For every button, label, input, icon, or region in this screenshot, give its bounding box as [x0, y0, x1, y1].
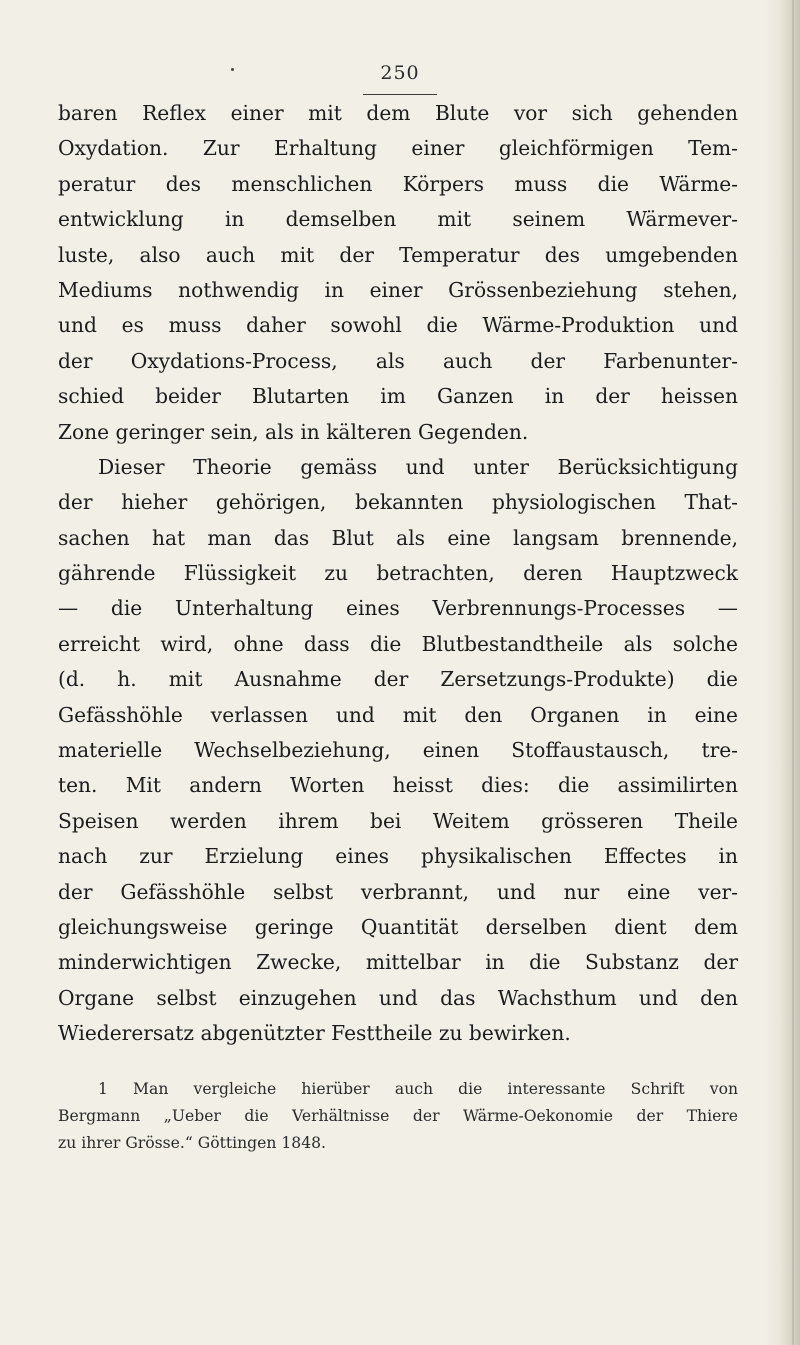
text-line: materielle Wechselbeziehung, einen Stoffaustausch, tre-	[58, 738, 738, 763]
text-line: ten. Mit andern Worten heisst dies: die assimilirten	[58, 773, 738, 798]
paragraph-end-line: Wiederersatz abgenützter Festtheile zu bewirken.	[58, 1021, 571, 1046]
footnote-line: 1 Man vergleiche hierüber auch die interessante Schrift von	[98, 1080, 738, 1098]
footnote-line: Bergmann „Ueber die Verhältnisse der Wärme-Oekonomie der Thiere	[58, 1107, 738, 1125]
footnote-line: zu ihrer Grösse.“ Göttingen 1848.	[58, 1134, 327, 1152]
text-line: und es muss daher sowohl die Wärme-Produktion und	[58, 313, 738, 338]
footnote	[58, 1076, 738, 1157]
header-rule	[363, 94, 437, 95]
text-line: Mediums nothwendig in einer Grössenbeziehung stehen,	[58, 277, 738, 302]
text-line: der Gefässhöhle selbst verbrannt, und nur eine ver-	[58, 879, 738, 904]
text-line: Oxydation. Zur Erhaltung einer gleichförmigen Tem-	[58, 136, 738, 161]
text-line: (d. h. mit Ausnahme der Zersetzungs-Produkte) die	[58, 667, 738, 692]
text-line: peratur des menschlichen Körpers muss die Wärme-	[58, 171, 738, 196]
text-line: der hieher gehörigen, bekannten physiologischen That-	[58, 490, 738, 515]
paragraph-start-line: Dieser Theorie gemäss und unter Berücksichtigung	[98, 454, 738, 479]
page-edge-shadow	[766, 0, 800, 1345]
text-line: baren Reflex einer mit dem Blute vor sich gehenden	[58, 101, 738, 125]
text-line: Gefässhöhle verlassen und mit den Organen in eine	[58, 702, 738, 727]
body-text	[58, 96, 738, 1052]
text-line: luste, also auch mit der Temperatur des umgebenden	[58, 242, 738, 267]
text-line: — die Unterhaltung eines Verbrennungs-Processes —	[58, 596, 738, 621]
text-line: minderwichtigen Zwecke, mittelbar in die Substanz der	[58, 950, 738, 975]
page-number: 250	[380, 62, 420, 84]
page-edge-line	[792, 0, 794, 1345]
text-line: schied beider Blutarten im Ganzen in der heissen	[58, 384, 738, 409]
text-line: Organe selbst einzugehen und das Wachsthum und den	[58, 985, 738, 1010]
text-line: gleichungsweise geringe Quantität derselben dient dem	[58, 914, 738, 939]
text-line: Speisen werden ihrem bei Weitem grösseren Theile	[58, 808, 738, 833]
text-line: gährende Flüssigkeit zu betrachten, deren Hauptzweck	[58, 561, 738, 586]
page-header	[0, 62, 800, 95]
text-line: sachen hat man das Blut als eine langsam brennende,	[58, 525, 738, 550]
paragraph-end-line: Zone geringer sein, als in kälteren Gegenden.	[58, 419, 529, 444]
text-line: der Oxydations-Process, als auch der Farbenunter-	[58, 348, 738, 373]
text-line: nach zur Erzielung eines physikalischen Effectes in	[58, 844, 738, 869]
text-line: entwicklung in demselben mit seinem Wärmever-	[58, 207, 738, 232]
text-line: erreicht wird, ohne dass die Blutbestandtheile als solche	[58, 631, 738, 656]
